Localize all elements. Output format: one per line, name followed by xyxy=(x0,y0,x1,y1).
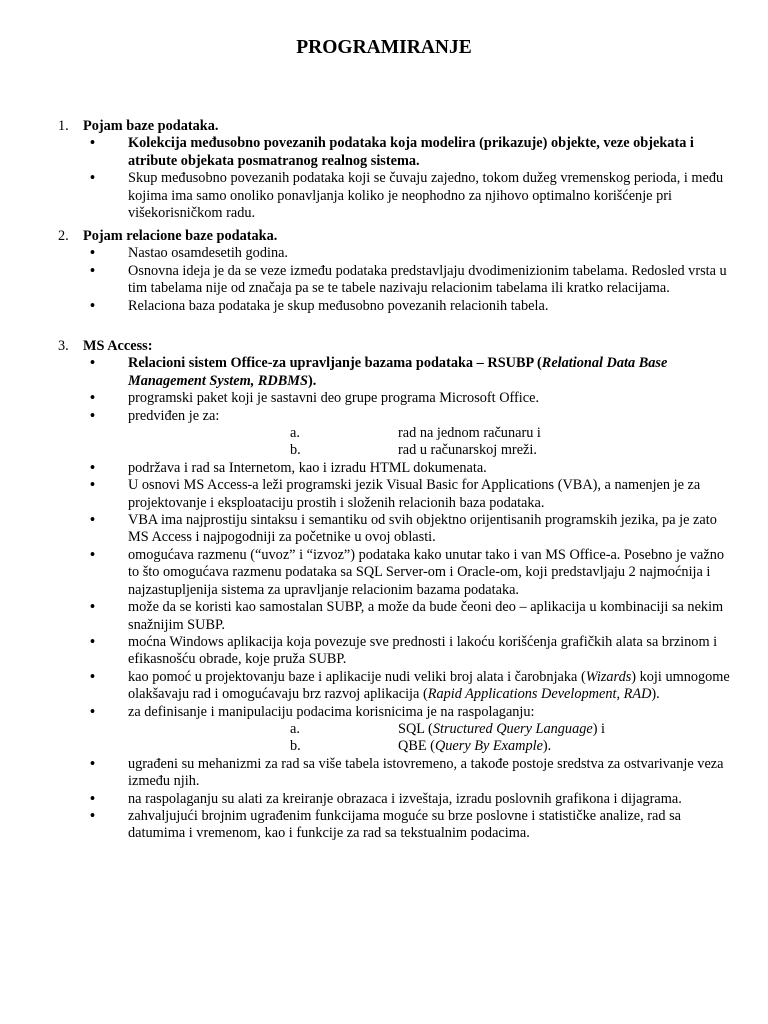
bullet-list xyxy=(0,355,768,842)
sub-list-letter: a. xyxy=(290,425,300,442)
bullet-list xyxy=(0,135,768,222)
sub-list-text: rad na jednom računaru i xyxy=(398,425,541,442)
text-run: ). xyxy=(307,372,317,389)
text-run: ) koji umnogome olakšavaju rad i omogućavaju brz razvoj aplikacija ( xyxy=(128,668,730,703)
section-number: 2. xyxy=(58,228,69,244)
sub-list-text: rad u računarskoj mreži. xyxy=(398,442,537,459)
text-run: SQL ( xyxy=(398,720,433,737)
list-item: • programski paket koji je sastavni deo grupe programa Microsoft Office. xyxy=(0,390,768,407)
section-3 xyxy=(0,338,768,843)
list-item: • ugrađeni su mehanizmi za rad sa više tabela istovremeno, a takođe postoje sredstva za ostvarivanje veza između njih. xyxy=(0,756,768,791)
section-heading xyxy=(0,118,768,135)
list-item: • Osnovna ideja je da se veze između podataka predstavljaju dvodimenizionim tabelama. Redosled vrsta u tim tabelama nije od značaja pa se te tabele nazivaju relacionim tabelama ili kratko relacijama. xyxy=(0,263,768,298)
sub-list xyxy=(128,425,730,460)
list-item-text: za definisanje i manipulaciju podacima korisnicima je na raspolaganju: xyxy=(128,703,535,720)
section-number: 1. xyxy=(58,118,69,134)
text-run: ). xyxy=(542,738,552,755)
sub-list xyxy=(128,721,730,756)
list-item xyxy=(0,704,768,756)
list-item: • Kolekcija međusobno povezanih podataka koja modelira (prikazuje) objekte, veze objekata i atribute objekata posmatranog realnog sistema. xyxy=(0,135,768,170)
list-item: • podržava i rad sa Internetom, kao i izradu HTML dokumenata. xyxy=(0,460,768,477)
section-1 xyxy=(0,118,768,222)
list-item xyxy=(0,669,768,704)
list-item: • Nastao osamdesetih godina. xyxy=(0,245,768,262)
page-title: PROGRAMIRANJE xyxy=(296,37,472,58)
text-run-italic: Relational Data Base Management System, RDBMS xyxy=(128,355,668,389)
list-item: • moćna Windows aplikacija koja povezuje sve prednosti i lakoću korišćenja grafičkih alata sa brzinom i efikasnošću obrade, koje pruža SUBP. xyxy=(0,634,768,669)
list-item: • može da se koristi kao samostalan SUBP, a može da bude čeoni deo – aplikacija u kombinaciji sa nekim snažnijim SUBP. xyxy=(0,599,768,634)
sub-list-item xyxy=(128,425,730,442)
text-run: ). xyxy=(651,686,660,703)
sub-list-letter: a. xyxy=(290,720,300,737)
list-item xyxy=(0,355,768,390)
bullet-list xyxy=(0,245,768,315)
text-run: ) i xyxy=(592,720,606,737)
section-heading xyxy=(0,338,768,355)
list-item: • zahvaljujući brojnim ugrađenim funkcijama moguće su brze poslovne i statističke analize, rad sa datumima i vremenom, kao i funkcije za rad sa tekstualnim podacima. xyxy=(0,808,768,843)
list-item xyxy=(0,408,768,460)
section-heading-text: MS Access: xyxy=(83,338,153,354)
list-item: • Skup međusobno povezanih podataka koji se čuvaju zajedno, tokom dužeg vremenskog perioda, i među kojima ima samo onoliko ponavljanja koliko je neophodno za njihovo optimalno korišćenje pri višekorisničkom radu. xyxy=(0,170,768,222)
list-item: • Relaciona baza podataka je skup međusobno povezanih relacionih tabela. xyxy=(0,298,768,315)
section-2 xyxy=(0,228,768,315)
list-item: • VBA ima najprostiju sintaksu i semantiku od svih objektno orijentisanih programskih jezika, pa je zato MS Access i najpogodniji za početnike u ovoj oblasti. xyxy=(0,512,768,547)
list-item: • omogućava razmenu (“uvoz” i “izvoz”) podataka kako unutar tako i van MS Office-a. Posebno je važno to što omogućava razmenu podataka sa SQL Server-om i Oracle-om, koji predstavljaju 2 najmoćnija i najzastupljenija sistema za upravljanje relacionim bazama podataka. xyxy=(0,547,768,599)
text-run-italic: Wizards xyxy=(585,668,632,685)
sub-list-item xyxy=(128,738,730,755)
section-number: 3. xyxy=(58,338,69,354)
text-run: Relacioni sistem Office-za upravljanje bazama podataka – RSUBP ( xyxy=(128,355,542,372)
list-item-text: predviđen je za: xyxy=(128,407,220,424)
sub-list-item xyxy=(128,442,730,459)
list-item: • U osnovi MS Access-a leži programski jezik Visual Basic for Applications (VBA), a namenjen je za projektovanje i eksploataciju prostih i složenih relacionih baza podataka. xyxy=(0,477,768,512)
sub-list-item xyxy=(128,721,730,738)
text-run: kao pomoć u projektovanju baze i aplikacije nudi veliki broj alata i čarobnjaka ( xyxy=(128,668,586,685)
list-item: • na raspolaganju su alati za kreiranje obrazaca i izveštaja, izradu poslovnih grafikona i dijagrama. xyxy=(0,791,768,808)
section-heading-text: Pojam relacione baze podataka. xyxy=(83,228,278,244)
sub-list-letter: b. xyxy=(290,442,301,459)
text-run-italic: Structured Query Language xyxy=(432,720,593,737)
text-run-italic: Rapid Applications Development, RAD xyxy=(427,686,652,703)
section-heading xyxy=(0,228,768,245)
text-run: QBE ( xyxy=(398,738,435,755)
text-run-italic: Query By Example xyxy=(434,738,543,755)
sub-list-letter: b. xyxy=(290,738,301,755)
section-heading-text: Pojam baze podataka. xyxy=(83,118,219,134)
